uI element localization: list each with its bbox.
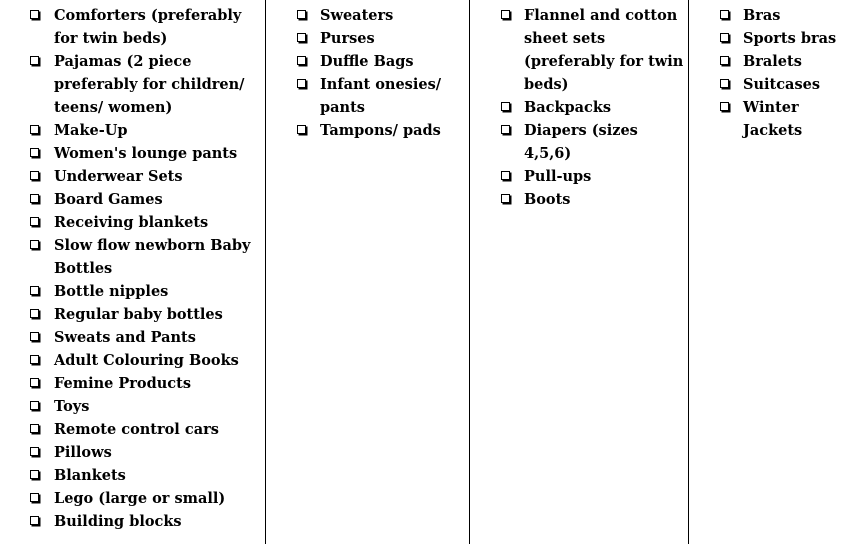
checkbox-icon (30, 309, 39, 318)
checklist-item (29, 441, 261, 464)
checklist-item-label: Pillows (54, 444, 112, 461)
checklist-item-label: Purses (320, 30, 375, 47)
checklist-item (29, 119, 261, 142)
checklist-item-label: Winter Jackets (743, 99, 803, 139)
checklist-item (29, 464, 261, 487)
checklist-item (29, 395, 261, 418)
column-divider (688, 0, 689, 544)
checklist-item-label: Suitcases (743, 76, 820, 93)
checklist-item (29, 211, 261, 234)
checklist-item-label: Tampons/ pads (320, 122, 441, 139)
checkbox-icon (30, 148, 39, 157)
checklist-item-label: Adult Colouring Books (54, 352, 239, 369)
checklist-item (296, 73, 466, 119)
checkbox-icon (501, 125, 510, 134)
checkbox-icon (720, 56, 729, 65)
checklist-item-label: Lego (large or small) (54, 490, 226, 507)
checklist-item-label: Underwear Sets (54, 168, 183, 185)
checklist-item-label: Boots (524, 191, 571, 208)
checklist-item (29, 372, 261, 395)
checklist-column-2 (296, 4, 466, 142)
checklist-item (29, 510, 261, 533)
checkbox-icon (501, 102, 510, 111)
checklist-item (29, 303, 261, 326)
checklist-item-label: Duffle Bags (320, 53, 414, 70)
column-divider (265, 0, 266, 544)
checklist-item (296, 50, 466, 73)
checklist-item-label: Infant onesies/ pants (320, 76, 442, 116)
checklist-item (29, 326, 261, 349)
checklist-item-label: Toys (54, 398, 90, 415)
checkbox-icon (720, 33, 729, 42)
checklist-item-label: Remote control cars (54, 421, 219, 438)
checklist-item (719, 27, 859, 50)
checklist-item (29, 280, 261, 303)
checklist-item-label: Blankets (54, 467, 126, 484)
column-divider (469, 0, 470, 544)
checklist-item (29, 50, 261, 119)
checkbox-icon (30, 286, 39, 295)
checkbox-icon (30, 10, 39, 19)
checklist-item-label: Women's lounge pants (54, 145, 238, 162)
checklist-item (29, 188, 261, 211)
checklist-item-label: Slow flow newborn Baby Bottles (54, 237, 251, 277)
checklist-item (29, 487, 261, 510)
checklist-item (500, 165, 685, 188)
checkbox-icon (30, 516, 39, 525)
checkbox-icon (720, 79, 729, 88)
checkbox-icon (30, 424, 39, 433)
checklist-item-label: Backpacks (524, 99, 612, 116)
checkbox-icon (30, 355, 39, 364)
checklist-item-label: Regular baby bottles (54, 306, 223, 323)
checkbox-icon (30, 378, 39, 387)
checklist-item (29, 418, 261, 441)
checklist-item (500, 96, 685, 119)
checklist-item-label: Bottle nipples (54, 283, 169, 300)
checkbox-icon (30, 240, 39, 249)
checklist-item (500, 119, 685, 165)
checklist-item (296, 119, 466, 142)
checkbox-icon (720, 102, 729, 111)
checklist-item-label: Femine Products (54, 375, 191, 392)
checkbox-icon (297, 10, 306, 19)
checklist-item (29, 234, 261, 280)
checklist-item (719, 96, 859, 142)
checklist-item-label: Make-Up (54, 122, 128, 139)
checklist-item (500, 188, 685, 211)
checklist-item (719, 4, 859, 27)
checkbox-icon (30, 401, 39, 410)
checklist-item-label: Bras (743, 7, 781, 24)
checklist-item (29, 142, 261, 165)
checklist-column-3 (500, 4, 685, 211)
checkbox-icon (30, 447, 39, 456)
checkbox-icon (501, 194, 510, 203)
checkbox-icon (297, 56, 306, 65)
checkbox-icon (30, 493, 39, 502)
checklist-item-label: Sweaters (320, 7, 394, 24)
checklist-item (296, 27, 466, 50)
checkbox-icon (30, 194, 39, 203)
checkbox-icon (30, 470, 39, 479)
checklist-item (719, 73, 859, 96)
checkbox-icon (501, 10, 510, 19)
checklist-item-label: Building blocks (54, 513, 182, 530)
checkbox-icon (30, 217, 39, 226)
checkbox-icon (30, 332, 39, 341)
checklist-column-4 (719, 4, 859, 142)
checkbox-icon (30, 171, 39, 180)
checkbox-icon (30, 125, 39, 134)
checkbox-icon (297, 125, 306, 134)
checklist-column-1 (29, 4, 261, 533)
checklist-item (719, 50, 859, 73)
checkbox-icon (30, 56, 39, 65)
checkbox-icon (297, 79, 306, 88)
checklist-item-label: Board Games (54, 191, 163, 208)
checkbox-icon (720, 10, 729, 19)
checkbox-icon (501, 171, 510, 180)
checklist-item (29, 165, 261, 188)
checklist-item (29, 4, 261, 50)
checkbox-icon (297, 33, 306, 42)
checklist-item-label: Diapers (sizes 4,5,6) (524, 122, 638, 162)
checklist-item-label: Sports bras (743, 30, 837, 47)
checklist-item-label: Pull-ups (524, 168, 592, 185)
checklist-item-label: Comforters (preferably for twin beds) (54, 7, 242, 47)
checklist-item-label: Flannel and cotton sheet sets (preferably for twin beds) (524, 7, 684, 93)
checklist-item-label: Bralets (743, 53, 802, 70)
checklist-item-label: Receiving blankets (54, 214, 209, 231)
checklist-item (500, 4, 685, 96)
checklist-item-label: Pajamas (2 piece preferably for children/ teens/ women) (54, 53, 245, 116)
checklist-item (29, 349, 261, 372)
checklist-item-label: Sweats and Pants (54, 329, 196, 346)
checklist-item (296, 4, 466, 27)
